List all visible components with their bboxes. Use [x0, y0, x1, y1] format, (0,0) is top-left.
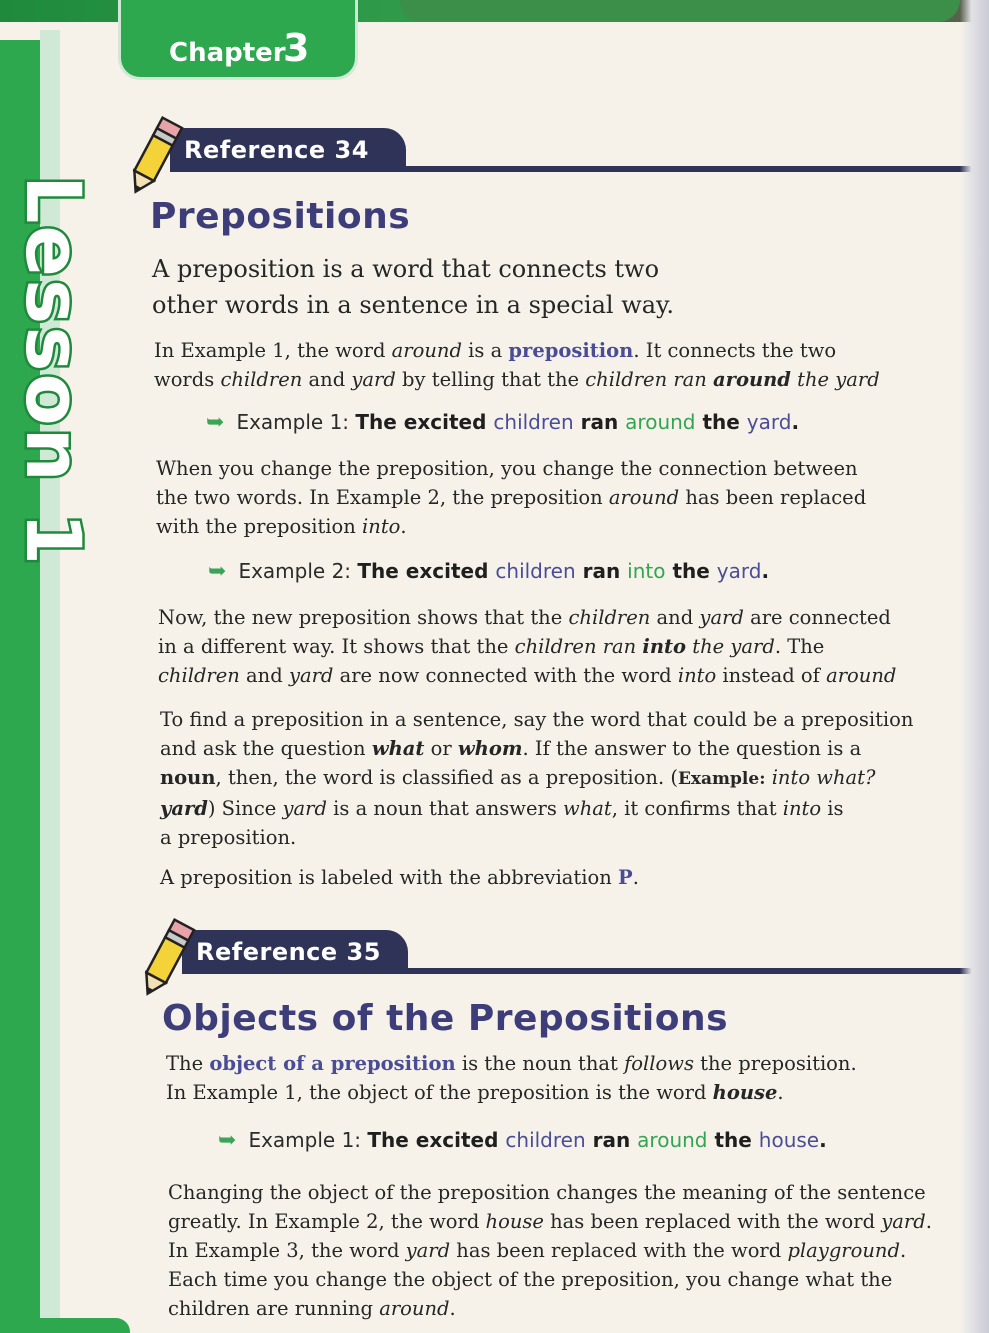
prepositions-definition: [152, 251, 674, 323]
arrow-icon: ➥: [218, 1128, 237, 1153]
arrow-icon: ➥: [206, 410, 225, 435]
lesson-strip-foot: [0, 1318, 130, 1333]
reference-35-label: Reference 35: [196, 938, 381, 966]
paragraph-line: in a different way. It shows that the children ran into the yard. The: [158, 635, 825, 658]
paragraph-line: The object of a preposition is the noun that follows the preposition.: [166, 1052, 857, 1075]
objects-title: Objects of the Prepositions: [162, 998, 729, 1039]
paragraph-line: Each time you change the object of the preposition, you change what the: [168, 1268, 893, 1291]
paragraph-line: Changing the object of the preposition changes the meaning of the sentence: [168, 1181, 926, 1204]
paragraph-line: In Example 1, the word around is a preposition. It connects the two: [154, 339, 837, 362]
ref34-paragraph-1: [154, 336, 880, 394]
reference-35-header: [132, 930, 989, 974]
paragraph-line: the two words. In Example 2, the preposition around has been replaced: [156, 486, 867, 509]
arrow-icon: ➥: [208, 559, 227, 584]
lesson-label-text: Lesson 1: [9, 175, 98, 568]
pencil-icon: [114, 110, 194, 200]
pencil-icon: [126, 912, 206, 1002]
ref35-paragraph-2: [168, 1178, 932, 1323]
paragraph-line: and ask the question what or whom. If the answer to the question is a: [160, 737, 862, 760]
paragraph-line: In Example 1, the object of the preposition is the word house.: [166, 1081, 784, 1104]
paragraph-line: children are running around.: [168, 1297, 456, 1320]
ref34-paragraph-3: [158, 603, 896, 690]
paragraph-line: greatly. In Example 2, the word house has been replaced with the word yard.: [168, 1210, 932, 1233]
top-band-decor-right: [400, 0, 960, 22]
paragraph-line: yard) Since yard is a noun that answers what, it confirms that into is: [160, 797, 844, 820]
page-edge-shadow: [960, 0, 989, 1333]
paragraph-line: In Example 3, the word yard has been replaced with the word playground.: [168, 1239, 907, 1262]
reference-34-header: [120, 128, 989, 172]
ref34-paragraph-4: [160, 705, 913, 852]
chapter-label: Chapter: [169, 38, 286, 68]
paragraph-line: To find a preposition in a sentence, say the word that could be a preposition: [160, 708, 914, 731]
chapter-number: 3: [283, 26, 310, 70]
paragraph-line: When you change the preposition, you change the connection between: [156, 457, 858, 480]
definition-line-2: other words in a sentence in a special way.: [152, 291, 675, 319]
ref34-paragraph-2: [156, 454, 866, 541]
reference-34-tab: [170, 128, 406, 172]
paragraph-line: a preposition.: [160, 826, 297, 849]
reference-35-tab: [182, 930, 408, 974]
prepositions-title: Prepositions: [150, 196, 411, 237]
paragraph-line: with the preposition into.: [156, 515, 407, 538]
abbreviation-p: P: [618, 866, 633, 889]
ref34-example-2: ➥ Example 2: The excited children ran into the yard.: [208, 559, 770, 584]
paragraph-line: words children and yard by telling that the children ran around the yard: [154, 368, 880, 391]
paragraph-line: Now, the new preposition shows that the children and yard are connected: [158, 606, 891, 629]
ref35-paragraph-1: [166, 1049, 857, 1107]
ref34-example-1: ➥ Example 1: The excited children ran around the yard.: [206, 410, 800, 435]
paragraph-line: noun, then, the word is classified as a preposition. (Example: into what?: [160, 766, 876, 789]
lesson-label: [8, 175, 98, 568]
paragraph-line: children and yard are now connected with the word into instead of around: [158, 664, 897, 687]
definition-line-1: A preposition is a word that connects two: [152, 255, 660, 283]
ref35-example-1: ➥ Example 1: The excited children ran around the house.: [218, 1128, 827, 1153]
chapter-tab: [118, 0, 358, 80]
ref34-paragraph-5: A preposition is labeled with the abbreviation P.: [160, 866, 639, 889]
reference-34-label: Reference 34: [184, 136, 369, 164]
